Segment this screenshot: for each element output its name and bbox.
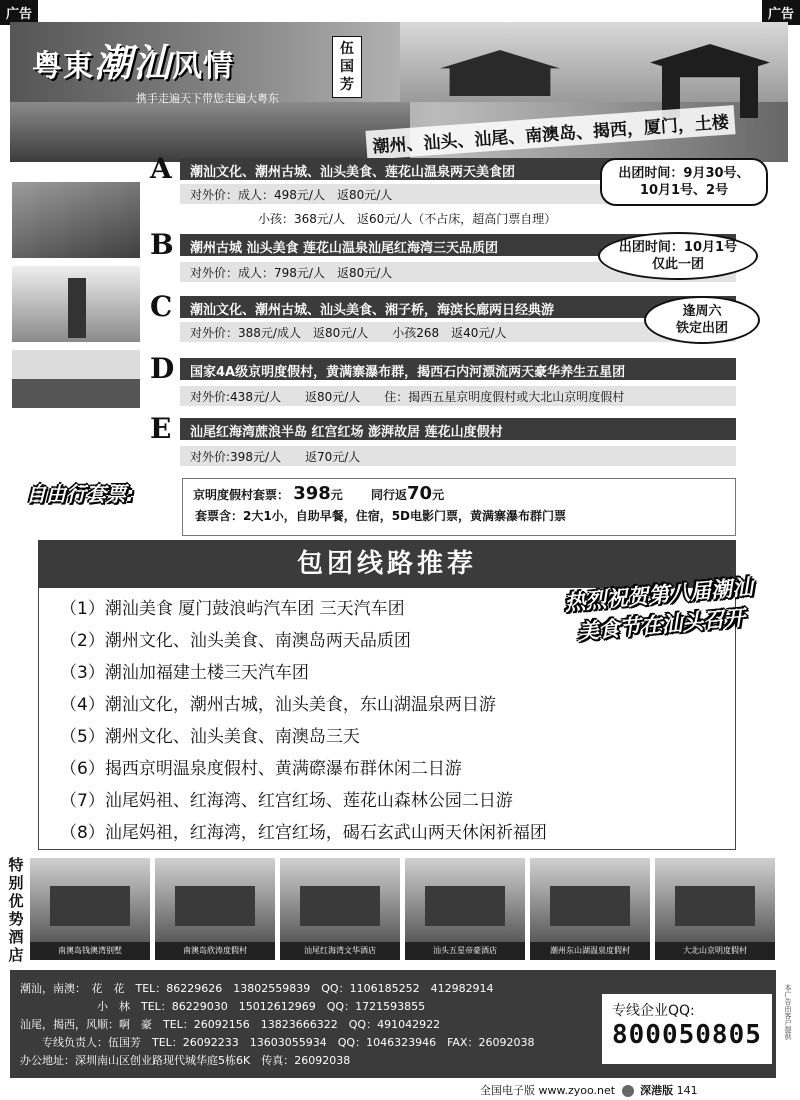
- rebate-value: 70: [407, 483, 433, 504]
- contact-row-5: 办公地址：深圳南山区创业路现代城华庭5栋6K 传真：26092038: [20, 1054, 351, 1067]
- tour-title-c: 潮汕文化、潮州古城、汕头美食、湘子桥，海滨长廊两日经典游: [180, 296, 736, 318]
- hotels-side-label: 特别优势酒店: [8, 856, 24, 964]
- departure-burst-a: 出团时间：9月30号、10月1号、2号: [600, 158, 768, 206]
- hotel-caption: 汕尾红海湾文华酒店: [280, 942, 400, 960]
- pagoda-photo: [12, 266, 140, 342]
- group-item-2: （2）潮州文化、汕头美食、南澳岛两天品质团: [60, 631, 411, 651]
- title-part3: 风情: [172, 49, 235, 84]
- burst-b-line1: 出团时间：10月1号: [618, 240, 738, 255]
- free-tour-box: [182, 478, 736, 536]
- festival-line2: 美食节在汕头召开: [576, 605, 747, 645]
- departure-burst-b: [598, 232, 758, 280]
- tour-title-b: 潮州古城 汕头美食 莲花山温泉汕尾红海湾三天品质团: [180, 234, 736, 256]
- tour-letter-c: C: [150, 290, 173, 323]
- hotel-photo: [280, 858, 400, 942]
- group-heading: 包团线路推荐: [38, 540, 736, 588]
- departure-burst-c: [644, 296, 760, 344]
- tour-letter-e: E: [150, 412, 172, 445]
- destination-list: 潮州、汕头、汕尾、南澳岛、揭西，厦门，土楼: [365, 105, 735, 160]
- package-includes: 套票含：2大1小，自助早餐，住宿，5D电影门票，黄满寨瀑布群门票: [195, 509, 567, 523]
- brand-badge: 伍国芳: [332, 36, 362, 98]
- burst-c-line2: 铁定出团: [675, 321, 728, 336]
- hotel-caption: 大北山京明度假村: [655, 942, 775, 960]
- hotel-card: [155, 858, 275, 962]
- festival-line1: 热烈祝贺第八届潮汕: [563, 574, 754, 616]
- ad-tag-right: 广告: [762, 0, 800, 25]
- hotel-card: [30, 858, 150, 962]
- tour-letter-d: D: [150, 352, 175, 385]
- group-item-8: （8）汕尾妈祖，红海湾，红宫红场，碣石玄武山两天休闲祈福团: [60, 823, 547, 843]
- ad-tag-left: 广告: [0, 0, 38, 25]
- tour-price-a: 对外价：成人：498元/人 返80元/人: [180, 184, 736, 204]
- hotel-caption: 汕头五星帝豪酒店: [405, 942, 525, 960]
- tour-price-a-child: 小孩：368元/人 返60元/人（不占床，超高门票自理）: [180, 208, 736, 228]
- contact-row-4: 专线负责人：伍国芳 TEL：26092233 13603055934 QQ：1046323946 FAX：26092038: [20, 1036, 535, 1049]
- burst-c-line1: 逢周六: [682, 304, 722, 319]
- title-part1: 粤東: [32, 49, 94, 84]
- hotel-card: [655, 858, 775, 962]
- package-price-unit: 元: [330, 488, 343, 502]
- package-price: 398: [293, 483, 331, 504]
- header-banner: [10, 22, 788, 162]
- side-note: 本广告由客户提供: [784, 984, 792, 1040]
- burst-b-line2: 仅此一团: [651, 257, 704, 272]
- title-part2: 潮汕: [94, 40, 173, 85]
- group-item-3: （3）潮汕加福建土楼三天汽车团: [60, 663, 309, 683]
- enterprise-qq-box: [602, 994, 772, 1064]
- hotel-photo: [30, 858, 150, 942]
- hotel-photo: [155, 858, 275, 942]
- tour-price-c: 对外价：388元/成人 返80元/人 小孩268 返40元/人: [180, 322, 736, 342]
- tour-title-e: 汕尾红海湾蔗浪半岛 红宫红场 澎湃故居 莲花山度假村: [180, 418, 736, 440]
- banner-title: [32, 32, 234, 87]
- group-item-5: （5）潮州文化、汕头美食、南澳岛三天: [60, 727, 360, 747]
- group-item-4: （4）潮汕文化，潮州古城，汕头美食，东山湖温泉两日游: [60, 695, 496, 715]
- contact-row-2: 小 林 TEL：86229030 15012612969 QQ：1721593855: [20, 1000, 426, 1013]
- group-item-7: （7）汕尾妈祖、红海湾、红宫红场、莲花山森林公园二日游: [60, 791, 513, 811]
- footer-prefix: 全国电子版: [480, 1084, 535, 1097]
- tour-letter-a: A: [150, 152, 172, 185]
- footer-edition: 深港版: [640, 1084, 674, 1097]
- enterprise-qq-label: 专线企业QQ:: [612, 1003, 695, 1019]
- tour-price-e: 对外价:398元/人 返70元/人: [180, 446, 736, 466]
- tour-title-d: 国家4A级京明度假村，黄满寨瀑布群，揭西石内河漂流两天豪华养生五星团: [180, 358, 736, 380]
- hotel-photo: [405, 858, 525, 942]
- logo-dot-icon: [622, 1085, 634, 1097]
- free-tour-price-row: [193, 483, 725, 507]
- page-footer: [480, 1082, 698, 1098]
- beach-photo: [12, 350, 140, 408]
- hotel-caption: 南澳岛钱澳湾别墅: [30, 942, 150, 960]
- hotel-card: [530, 858, 650, 962]
- rebate-label: 同行返: [370, 488, 407, 502]
- hotel-caption: 南澳岛欣涛度假村: [155, 942, 275, 960]
- coast-image: [10, 102, 410, 162]
- contact-row-1: 潮汕，南澳： 花 花 TEL：86229626 13802559839 QQ：1106185252 412982914: [20, 982, 494, 995]
- contact-row-3: 汕尾，揭西，风顺：啊 豪 TEL：26092156 13823666322 QQ：491042922: [20, 1018, 441, 1031]
- tour-title-a: 潮汕文化、潮州古城、汕头美食、莲花山温泉两天美食团: [180, 158, 736, 180]
- free-tour-label: 自由行套票:: [26, 482, 134, 506]
- hotel-photo: [655, 858, 775, 942]
- enterprise-qq-number: 800050805: [612, 1020, 762, 1050]
- package-name: 京明度假村套票：: [193, 488, 290, 502]
- tea-field-photo: [12, 182, 140, 258]
- tour-letter-b: B: [150, 228, 174, 261]
- tour-price-d: 对外价:438元/人 返80元/人 住：揭西五星京明度假村或大北山京明度假村: [180, 386, 736, 406]
- hotel-card: [280, 858, 400, 962]
- slogan: 携手走遍天下带您走遍大粤东: [136, 92, 279, 105]
- tour-price-b: 对外价：成人：798元/人 返80元/人: [180, 262, 736, 282]
- footer-page-number: 141: [676, 1084, 698, 1097]
- hotel-caption: 潮州东山湖温泉度假村: [530, 942, 650, 960]
- footer-url: www.zyoo.net: [538, 1084, 616, 1097]
- hotel-card: [405, 858, 525, 962]
- group-item-6: （6）揭西京明温泉度假村、黄满磜瀑布群休闲二日游: [60, 759, 462, 779]
- group-item-1: （1）潮汕美食 厦门鼓浪屿汽车团 三天汽车团: [60, 599, 405, 619]
- hotel-photo: [530, 858, 650, 942]
- rebate-unit: 元: [432, 488, 445, 502]
